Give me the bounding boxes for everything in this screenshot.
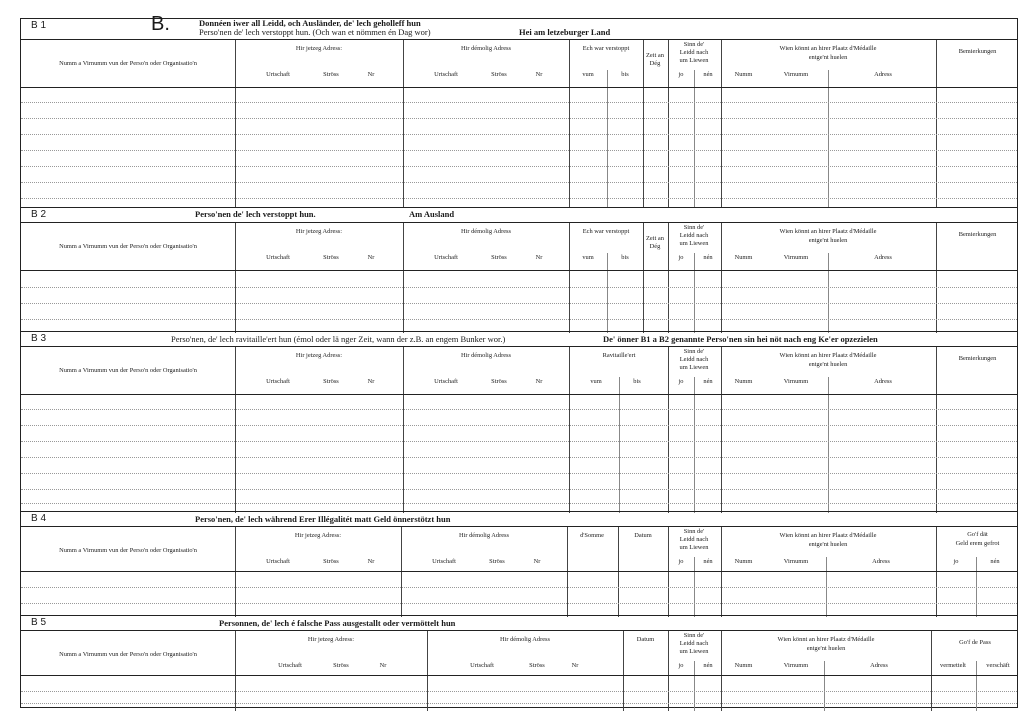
col-risked: Sinn de' [683, 41, 705, 48]
col-town: Urtschaft [278, 662, 302, 669]
col-to: bis [621, 254, 629, 261]
col-medal-addr: Adress [874, 254, 892, 261]
col-from: vum [582, 71, 594, 78]
col-time-days: Zeit an Dég [646, 235, 664, 250]
col-nr: Nr [367, 71, 375, 78]
col-name: Numm a Virnumm vun der Perso'n oder Organisatio'n [59, 367, 197, 374]
section-code: B 1 [31, 20, 47, 31]
col-medal: Wien könnt an hirer Plaatz d'Médaille [779, 228, 877, 235]
col-risked: Leidd nach [679, 232, 709, 239]
col-current-address: Hir jetzeg Adress: [294, 532, 342, 539]
col-current-address: Hir jetzeg Adress: [295, 228, 343, 235]
col-medal: entge'nt huelen [808, 361, 848, 368]
section-code: B 4 [31, 513, 47, 524]
section-b3 [21, 331, 1017, 511]
col-medal-addr: Adress [874, 378, 892, 385]
section-title: Donnéen iwer all Leidd, och Ausländer, de' lech geholleff hun [199, 18, 421, 28]
col-street: Ströss [491, 71, 507, 78]
col-street: Ströss [529, 662, 545, 669]
col-medal-first: Virnumm [783, 254, 809, 261]
col-remarks: Bemierkungen [958, 48, 997, 55]
section-code: B 5 [31, 617, 47, 628]
section-title-location: Am Ausland [409, 209, 455, 219]
section-title: Perso'nen, de' lech ravitaille'ert hun (émol oder lä nger Zeit, wann der z.B. an engem Bunker wor.) [171, 334, 506, 344]
col-risked: um Liewen [679, 57, 709, 64]
col-former-address: Hir démolig Adress [460, 352, 512, 359]
form-letter: B. [151, 13, 170, 35]
col-medal-name: Numm [734, 378, 753, 385]
col-medal: entge'nt huelen [806, 645, 846, 652]
col-street: Ströss [489, 558, 505, 565]
col-town: Urtschaft [266, 558, 290, 565]
col-brokered: vermettelt [940, 662, 966, 669]
col-no: nén [990, 558, 1000, 565]
col-former-address: Hir démolig Adress [499, 636, 551, 643]
col-medal-name: Numm [734, 558, 753, 565]
col-medal-first: Virnumm [783, 662, 809, 669]
col-date: Datum [634, 532, 652, 539]
section-code: B 3 [31, 333, 47, 344]
col-risked: Leidd nach [679, 536, 709, 543]
col-nr: Nr [367, 558, 375, 565]
section-note: De' önner B1 a B2 genannte Perso'nen sin hei nöt nach eng Ke'er opzezielen [603, 334, 878, 344]
col-medal-first: Virnumm [783, 71, 809, 78]
col-street: Ströss [323, 378, 339, 385]
col-from: vum [582, 254, 594, 261]
col-name: Numm a Virnumm vun der Perso'n oder Organisatio'n [59, 60, 197, 67]
table-b5 [21, 630, 1017, 711]
col-no: nén [703, 71, 713, 78]
col-pass-gift: Go'f de Pass [959, 639, 991, 646]
col-risked: Leidd nach [679, 640, 709, 647]
col-name: Numm a Virnumm vun der Perso'n oder Organisatio'n [59, 243, 197, 250]
col-time-days: Zeit an Dég [646, 52, 664, 67]
col-nr: Nr [533, 558, 541, 565]
section-b4 [21, 511, 1017, 615]
col-medal-addr: Adress [872, 558, 890, 565]
col-from: vum [590, 378, 602, 385]
col-no: nén [703, 662, 713, 669]
col-yes: jo [678, 558, 684, 565]
col-risked: Sinn de' [683, 348, 705, 355]
col-no: nén [703, 254, 713, 261]
section-title: Perso'nen de' lech verstoppt hun. [195, 209, 316, 219]
col-medal: entge'nt huelen [808, 237, 848, 244]
col-street: Ströss [333, 662, 349, 669]
col-town: Urtschaft [434, 378, 458, 385]
col-nr: Nr [367, 378, 375, 385]
col-medal-first: Virnumm [783, 558, 809, 565]
col-medal: Wien könnt an hirer Plaatz d'Médaille [779, 352, 877, 359]
col-remarks: Bemierkungen [958, 355, 997, 362]
col-town: Urtschaft [470, 662, 494, 669]
col-town: Urtschaft [434, 71, 458, 78]
col-nr: Nr [367, 254, 375, 261]
col-former-address: Hir démolig Adress [458, 532, 510, 539]
col-name: Numm a Virnumm vun der Perso'n oder Organisatio'n [59, 651, 197, 658]
col-nr: Nr [379, 662, 387, 669]
table-b3 [21, 346, 1017, 513]
col-medal: Wien könnt an hirer Plaatz d'Médaille [779, 532, 877, 539]
col-yes: jo [678, 378, 684, 385]
col-town: Urtschaft [266, 71, 290, 78]
col-gift: Go'f dät [967, 531, 988, 538]
section-code: B 2 [31, 209, 47, 220]
col-town: Urtschaft [266, 254, 290, 261]
col-risked: um Liewen [679, 648, 709, 655]
col-street: Ströss [491, 378, 507, 385]
table-b1 [21, 39, 1017, 208]
col-street: Ströss [323, 558, 339, 565]
col-current-address: Hir jetzeg Adress: [295, 45, 343, 52]
col-risked: Leidd nach [679, 356, 709, 363]
section-b1 [21, 13, 1017, 207]
col-sum: d'Somme [580, 532, 604, 539]
col-medal-addr: Adress [870, 662, 888, 669]
col-risked: Leidd nach [679, 49, 709, 56]
col-medal: entge'nt huelen [808, 541, 848, 548]
col-gift: Geld erem gefrot [955, 540, 1000, 547]
col-former-address: Hir démolig Adress [460, 45, 512, 52]
col-town: Urtschaft [434, 254, 458, 261]
col-no: nén [703, 378, 713, 385]
col-former-address: Hir démolig Adress [460, 228, 512, 235]
col-nr: Nr [571, 662, 579, 669]
col-nr: Nr [535, 378, 543, 385]
col-name: Numm a Virnumm vun der Perso'n oder Organisatio'n [59, 547, 197, 554]
wartime-form [20, 13, 1018, 708]
col-medal-name: Numm [734, 254, 753, 261]
col-hidden: Ech war verstoppt [582, 45, 630, 52]
col-yes: jo [678, 71, 684, 78]
col-nr: Nr [535, 254, 543, 261]
col-no: nén [703, 558, 713, 565]
col-risked: Sinn de' [683, 224, 705, 231]
col-yes: jo [678, 254, 684, 261]
col-medal-name: Numm [734, 662, 753, 669]
col-medal-first: Virnumm [783, 378, 809, 385]
col-risked: um Liewen [679, 544, 709, 551]
section-b5 [21, 615, 1017, 709]
section-title: Perso'nen, de' lech während Erer Illégalitét matt Geld önnerstötzt hun [195, 514, 451, 524]
col-yes: jo [678, 662, 684, 669]
col-supplied: Ravitaille'ert [602, 352, 636, 359]
col-medal-name: Numm [734, 71, 753, 78]
col-risked: um Liewen [679, 364, 709, 371]
col-street: Ströss [491, 254, 507, 261]
col-town: Urtschaft [432, 558, 456, 565]
col-remarks: Bemierkungen [958, 231, 997, 238]
col-risked: Sinn de' [683, 632, 705, 639]
col-current-address: Hir jetzeg Adress: [295, 352, 343, 359]
col-medal-addr: Adress [874, 71, 892, 78]
col-medal: Wien könnt an hirer Plaatz d'Médaille [779, 45, 877, 52]
col-date: Datum [636, 636, 655, 643]
col-medal: entge'nt huelen [808, 54, 848, 61]
table-b4 [21, 526, 1017, 617]
col-street: Ströss [323, 71, 339, 78]
col-risked: Sinn de' [683, 528, 705, 535]
col-yes: jo [953, 558, 959, 565]
col-current-address: Hir jetzeg Adress: [307, 636, 355, 643]
section-b2 [21, 207, 1017, 331]
col-nr: Nr [535, 71, 543, 78]
col-risked: um Liewen [679, 240, 709, 247]
table-b2 [21, 222, 1017, 333]
col-to: bis [621, 71, 629, 78]
col-hidden: Ech war verstoppt [582, 228, 630, 235]
col-to: bis [633, 378, 641, 385]
col-issued: verschäft [986, 662, 1010, 669]
col-street: Ströss [323, 254, 339, 261]
section-title: Personnen, de' lech é falsche Pass ausgestallt oder vermöttelt hun [219, 618, 456, 628]
section-subtitle-location: Hei am letzeburger Land [519, 27, 611, 37]
col-town: Urtschaft [266, 378, 290, 385]
section-subtitle: Perso'nen de' lech verstoppt hun. (Och wan et nömmen én Dag wor) [199, 27, 431, 37]
col-medal: Wien könnt an hirer Plaatz d'Médaille [777, 636, 875, 643]
